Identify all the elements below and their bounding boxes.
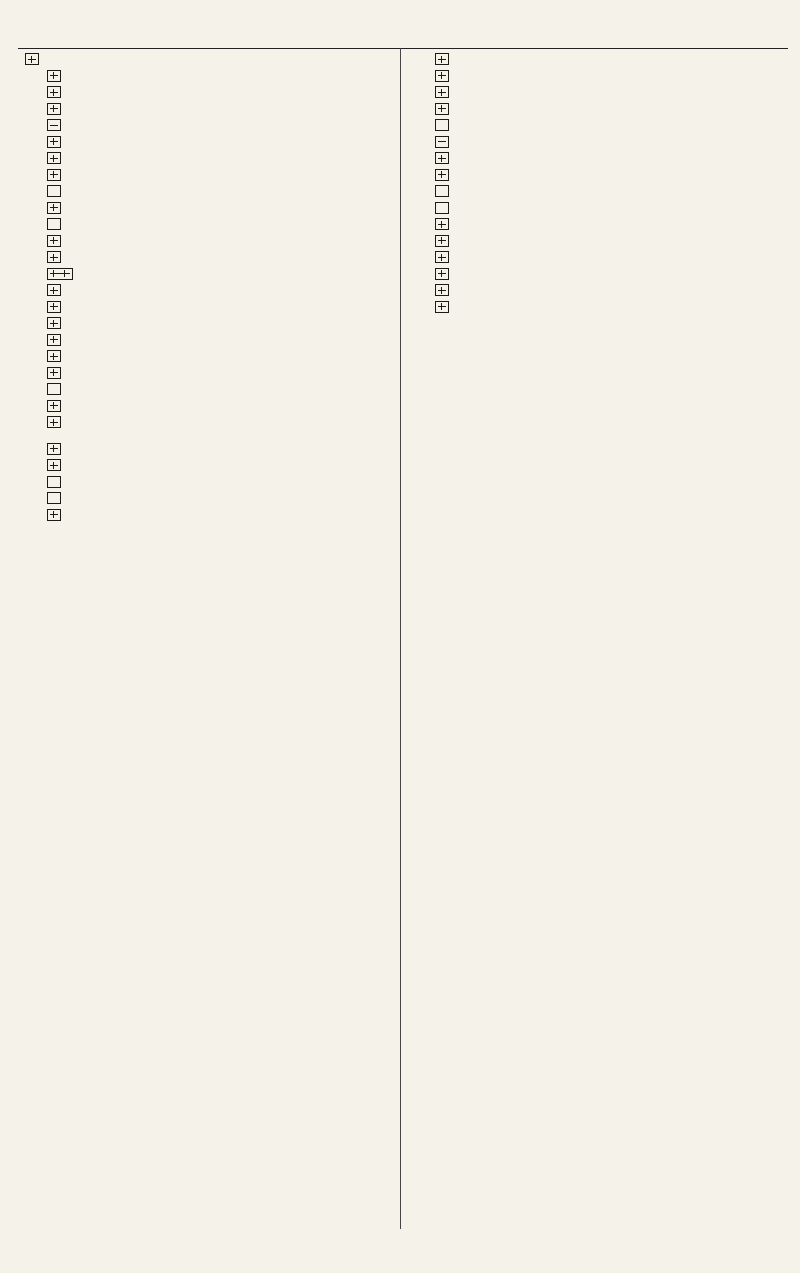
remedy-paragraph [22, 333, 392, 350]
remedy-paragraph [22, 118, 392, 135]
remedy-paragraph [22, 234, 392, 251]
plus-box-icon [47, 284, 61, 296]
remedy-paragraph [22, 300, 392, 317]
plus-box-icon [435, 268, 449, 280]
remedy-paragraph [22, 201, 392, 218]
remedy-paragraph [22, 382, 392, 399]
remedy-paragraph [22, 399, 392, 416]
plus-box-icon [47, 443, 61, 455]
plus-box-icon [47, 459, 61, 471]
plus-box-icon [435, 301, 449, 313]
remedy-paragraph [22, 69, 392, 86]
remedy-paragraph [22, 151, 392, 168]
plus-box-icon [47, 400, 61, 412]
running-head [18, 16, 788, 46]
plus-box-icon [47, 317, 61, 329]
plus-box-icon [435, 70, 449, 82]
remedy-paragraph [22, 168, 392, 185]
mineral-water-paragraph [410, 135, 786, 152]
mineral-water-paragraph [410, 267, 786, 284]
mineral-water-paragraph [410, 102, 786, 119]
mineral-water-paragraph [410, 217, 786, 234]
mineral-water-paragraph [22, 458, 392, 475]
right-column [410, 52, 786, 316]
empty-box-icon [435, 185, 449, 197]
mineral-water-paragraph [410, 283, 786, 300]
mineral-water-paragraph [410, 168, 786, 185]
plus-box-icon [47, 103, 61, 115]
remedy-paragraph [22, 283, 392, 300]
mineral-water-paragraph [22, 508, 392, 525]
plus-box-icon [25, 53, 39, 65]
plus-box-icon [47, 334, 61, 346]
mineral-water-paragraph [410, 201, 786, 218]
remedy-paragraph [22, 267, 392, 284]
minus-box-icon [47, 119, 61, 131]
empty-box-icon [47, 383, 61, 395]
plus-box-icon [435, 218, 449, 230]
plus-box-icon [435, 235, 449, 247]
mineral-water-paragraph [410, 69, 786, 86]
plus-box-icon [47, 136, 61, 148]
plus-box-icon [435, 152, 449, 164]
remedy-paragraph [22, 349, 392, 366]
mineral-water-paragraph [22, 475, 392, 492]
plus-box-icon [47, 169, 61, 181]
plus-box-icon [47, 301, 61, 313]
double-plus-box-icon [47, 268, 73, 280]
plus-box-icon [435, 169, 449, 181]
mineral-water-paragraph [410, 300, 786, 317]
remedy-paragraph [22, 85, 392, 102]
mineral-water-paragraph [410, 52, 786, 69]
header-rule [18, 48, 788, 49]
mineral-water-paragraph [410, 184, 786, 201]
plus-box-icon [435, 284, 449, 296]
empty-box-icon [47, 492, 61, 504]
mineral-water-paragraph [22, 491, 392, 508]
plus-box-icon [435, 103, 449, 115]
plus-box-icon [47, 202, 61, 214]
remedy-paragraph [22, 184, 392, 201]
remedy-paragraph [22, 217, 392, 234]
plus-box-icon [47, 416, 61, 428]
empty-box-icon [47, 218, 61, 230]
empty-box-icon [435, 119, 449, 131]
remedy-paragraph [22, 135, 392, 152]
remedy-paragraph [22, 366, 392, 383]
plus-box-icon [435, 86, 449, 98]
remedy-paragraph [22, 316, 392, 333]
plus-box-icon [47, 251, 61, 263]
plus-box-icon [435, 53, 449, 65]
remedy-paragraph [22, 250, 392, 267]
empty-box-icon [435, 202, 449, 214]
remedy-paragraph [22, 102, 392, 119]
mineral-water-paragraph [410, 151, 786, 168]
mineral-water-paragraph [410, 250, 786, 267]
plus-box-icon [47, 235, 61, 247]
mineral-water-paragraph [410, 118, 786, 135]
plus-box-icon [47, 70, 61, 82]
plus-box-icon [47, 86, 61, 98]
plus-box-icon [435, 251, 449, 263]
plus-box-icon [47, 350, 61, 362]
remedy-paragraph [22, 52, 392, 69]
left-column [22, 52, 392, 524]
empty-box-icon [47, 185, 61, 197]
plus-box-icon [47, 509, 61, 521]
mineral-water-paragraph [22, 442, 392, 459]
remedy-paragraph [22, 415, 392, 432]
mineral-water-paragraph [410, 85, 786, 102]
plus-box-icon [47, 367, 61, 379]
empty-box-icon [47, 476, 61, 488]
column-divider [400, 48, 401, 1229]
minus-box-icon [435, 136, 449, 148]
plus-box-icon [47, 152, 61, 164]
mineral-water-paragraph [410, 234, 786, 251]
